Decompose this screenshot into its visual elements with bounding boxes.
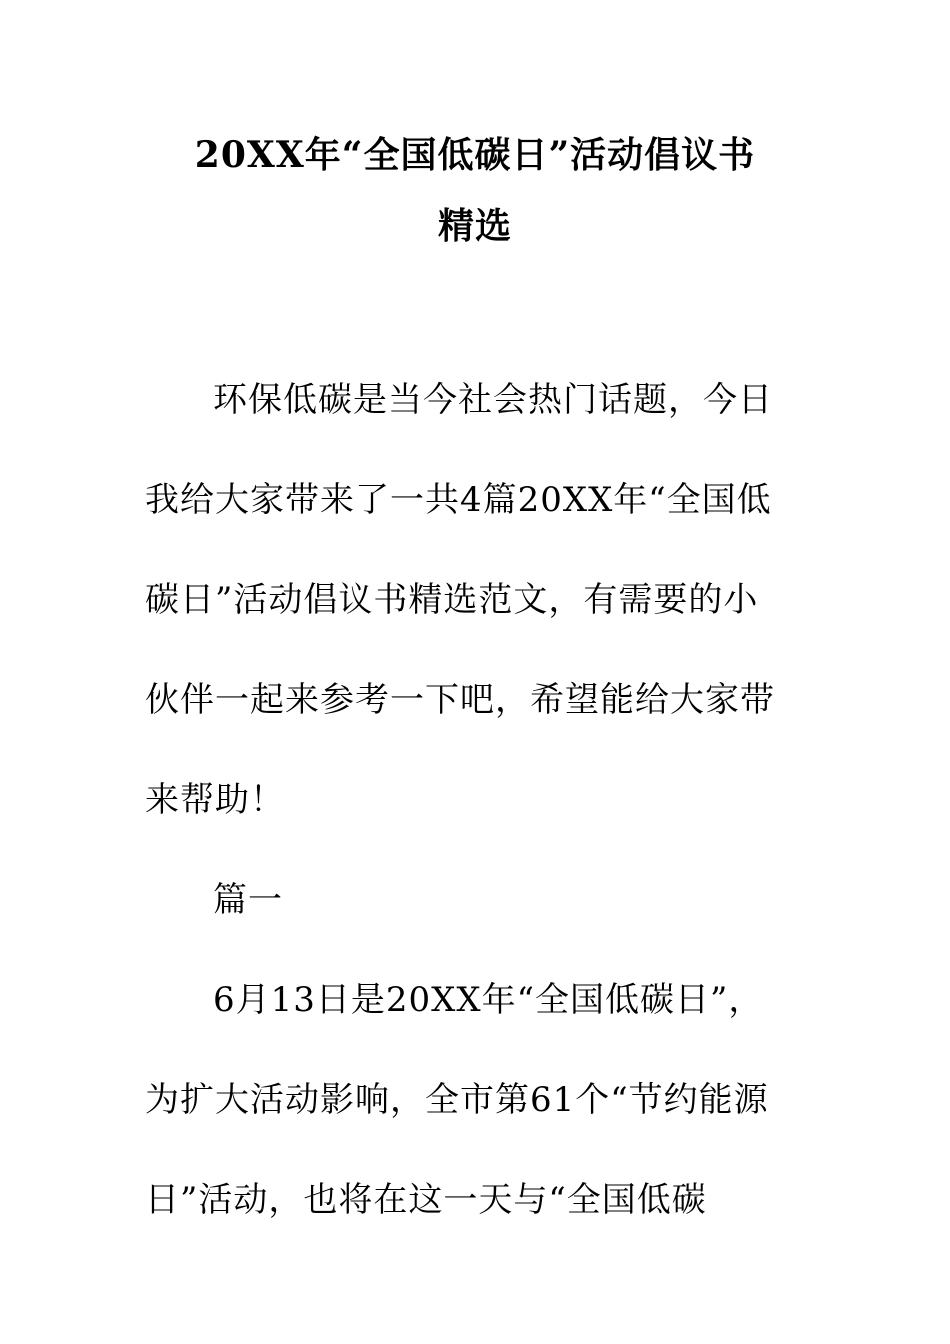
paragraph-one-line-2: 为扩大活动影响，全市第61个“节约能源 xyxy=(145,1080,769,1120)
paragraph-intro-line-4: 伙伴一起来参考一下吧，希望能给大家带 xyxy=(145,680,775,720)
paragraph-intro-line-3: 碳日”活动倡议书精选范文，有需要的小 xyxy=(145,580,759,620)
section-heading-part-one: 篇一 xyxy=(213,880,283,920)
paragraph-one-line-1: 6月13日是20XX年“全国低碳日”， xyxy=(213,980,764,1020)
document-title-line-1: 20XX年“全国低碳日”活动倡议书 xyxy=(194,134,756,176)
paragraph-intro-line-2: 我给大家带来了一共4篇20XX年“全国低 xyxy=(145,480,772,520)
paragraph-one-line-3: 日”活动，也将在这一天与“全国低碳 xyxy=(145,1180,707,1220)
document-title-line-2: 精选 xyxy=(437,205,512,247)
paragraph-intro-line-1: 环保低碳是当今社会热门话题，今日 xyxy=(213,380,773,420)
paragraph-intro-line-5: 来帮助！ xyxy=(145,780,285,820)
